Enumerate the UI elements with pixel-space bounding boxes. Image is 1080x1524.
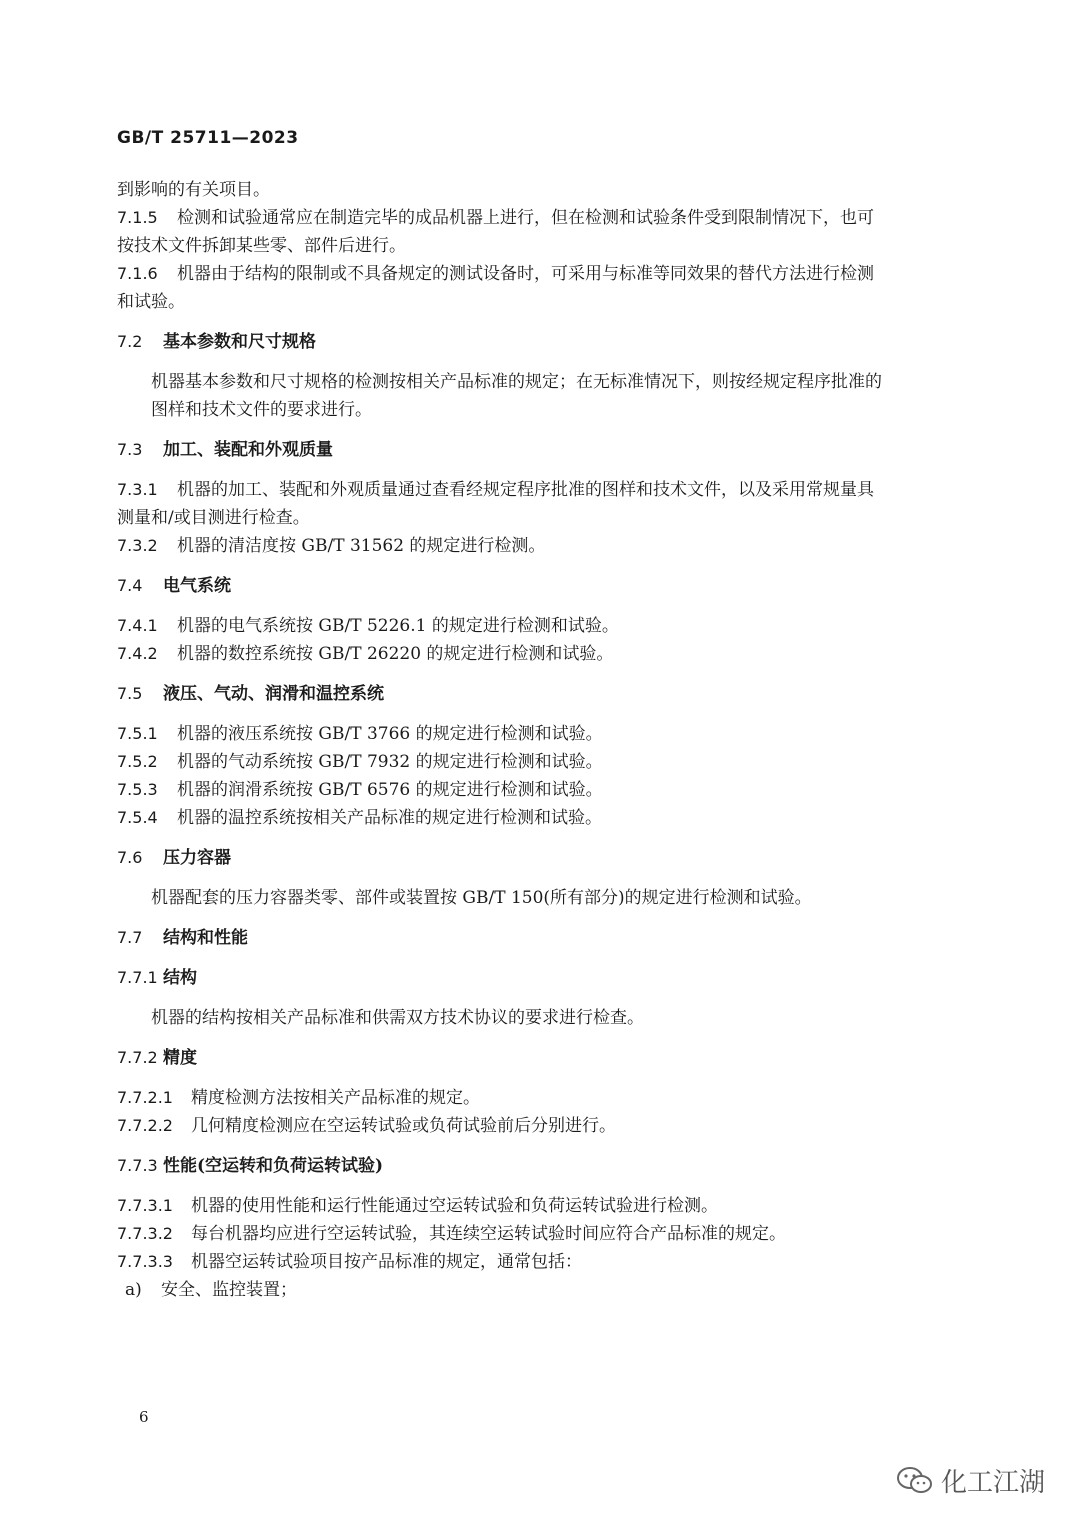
section-heading: [117, 680, 957, 708]
line-text: 机器由于结构的限制或不具备规定的测试设备时，可采用与标准等同效果的替代方法进行检测: [177, 264, 874, 284]
line-text: 和试验。: [117, 292, 185, 312]
clause-number: 7.7.2.2: [117, 1116, 173, 1135]
section-title: 电气系统: [163, 576, 231, 596]
page-number: 6: [139, 1408, 149, 1426]
text-line: [117, 368, 957, 396]
section-number: 7.6: [117, 848, 143, 867]
clause-number: 7.3.2: [117, 536, 158, 555]
line-text: 机器配套的压力容器类零、部件或装置按 GB/T 150(所有部分)的规定进行检测和试验。: [151, 888, 812, 908]
text-line: [117, 232, 957, 260]
text-line: [117, 1276, 957, 1304]
text-line: [117, 748, 957, 776]
line-text: 按技术文件拆卸某些零、部件后进行。: [117, 236, 406, 256]
section-heading: [117, 328, 957, 356]
text-line: [117, 1220, 957, 1248]
paragraph: [117, 776, 957, 804]
paragraph: [117, 1248, 957, 1276]
clause-number: 7.7.3.1: [117, 1196, 173, 1215]
line-text: 机器空运转试验项目按产品标准的规定，通常包括：: [191, 1252, 582, 1272]
section-number: 7.5: [117, 684, 143, 703]
section-heading: [117, 1044, 957, 1072]
line-text: 机器的液压系统按 GB/T 3766 的规定进行检测和试验。: [177, 724, 603, 744]
clause-number: 7.5.1: [117, 724, 158, 743]
paragraph: [117, 176, 957, 204]
document-body: [117, 176, 957, 1304]
line-text: 机器的加工、装配和外观质量通过查看经规定程序批准的图样和技术文件，以及采用常规量具: [177, 480, 874, 500]
paragraph: [117, 804, 957, 832]
line-text: 检测和试验通常应在制造完毕的成品机器上进行，但在检测和试验条件受到限制情况下，也可: [177, 208, 874, 228]
paragraph: [117, 1220, 957, 1248]
section-title: 加工、装配和外观质量: [163, 440, 333, 460]
clause-number: 7.1.5: [117, 208, 158, 227]
text-line: [117, 640, 957, 668]
text-line: [117, 288, 957, 316]
line-text: 机器的气动系统按 GB/T 7932 的规定进行检测和试验。: [177, 752, 603, 772]
text-line: [117, 720, 957, 748]
line-text: 每台机器均应进行空运转试验，其连续空运转试验时间应符合产品标准的规定。: [191, 1224, 786, 1244]
list-marker: a): [125, 1280, 142, 1300]
section-heading: [117, 572, 957, 600]
section-heading: [117, 964, 957, 992]
line-text: 机器的使用性能和运行性能通过空运转试验和负荷运转试验进行检测。: [191, 1196, 718, 1216]
text-line: [117, 204, 957, 232]
section-title: 压力容器: [163, 848, 231, 868]
clause-number: 7.4.1: [117, 616, 158, 635]
text-line: [117, 884, 957, 912]
paragraph: [117, 612, 957, 640]
text-line: [117, 176, 957, 204]
text-line: [117, 1004, 957, 1032]
section-title: 精度: [163, 1048, 197, 1068]
watermark: [895, 1462, 1045, 1499]
line-text: 测量和/或目测进行检查。: [117, 508, 310, 528]
text-line: [117, 776, 957, 804]
line-text: 机器的温控系统按相关产品标准的规定进行检测和试验。: [177, 808, 602, 828]
line-text: 到影响的有关项目。: [117, 180, 270, 200]
text-line: [117, 476, 957, 504]
section-title: 基本参数和尺寸规格: [163, 332, 316, 352]
line-text: 图样和技术文件的要求进行。: [151, 400, 372, 420]
section-number: 7.3: [117, 440, 143, 459]
text-line: [117, 612, 957, 640]
section-heading: [117, 844, 957, 872]
section-number: 7.2: [117, 332, 143, 351]
watermark-text: 化工江湖: [941, 1468, 1046, 1498]
paragraph: [117, 1084, 957, 1112]
line-text: 机器的润滑系统按 GB/T 6576 的规定进行检测和试验。: [177, 780, 603, 800]
section-number: 7.4: [117, 576, 143, 595]
section-title: 结构和性能: [163, 928, 248, 948]
paragraph: [117, 204, 957, 260]
text-line: [117, 1084, 957, 1112]
wechat-icon: [895, 1465, 935, 1497]
section-heading: [117, 436, 957, 464]
section-heading: [117, 924, 957, 952]
line-text: 机器的数控系统按 GB/T 26220 的规定进行检测和试验。: [177, 644, 614, 664]
section-heading: [117, 1152, 957, 1180]
text-line: [117, 504, 957, 532]
section-title: 性能(空运转和负荷运转试验): [163, 1156, 384, 1176]
paragraph: [117, 532, 957, 560]
section-number: 7.7.2: [117, 1048, 158, 1067]
text-line: [117, 1192, 957, 1220]
paragraph: [117, 1004, 957, 1032]
paragraph: [117, 1192, 957, 1220]
clause-number: 7.7.3.2: [117, 1224, 173, 1243]
section-number: 7.7.1: [117, 968, 158, 987]
text-line: [117, 396, 957, 424]
line-text: 机器的结构按相关产品标准和供需双方技术协议的要求进行检查。: [151, 1008, 644, 1028]
paragraph: [117, 368, 957, 424]
clause-number: 7.1.6: [117, 264, 158, 283]
line-text: 安全、监控装置；: [161, 1280, 297, 1300]
clause-number: 7.4.2: [117, 644, 158, 663]
paragraph: [117, 748, 957, 776]
text-line: [117, 804, 957, 832]
standard-code: GB/T 25711—2023: [117, 128, 299, 148]
clause-number: 7.5.4: [117, 808, 158, 827]
section-number: 7.7: [117, 928, 143, 947]
clause-number: 7.5.2: [117, 752, 158, 771]
paragraph: [117, 720, 957, 748]
text-line: [117, 260, 957, 288]
line-text: 几何精度检测应在空运转试验或负荷试验前后分别进行。: [191, 1116, 616, 1136]
clause-number: 7.7.3.3: [117, 1252, 173, 1271]
text-line: [117, 1112, 957, 1140]
clause-number: 7.3.1: [117, 480, 158, 499]
text-line: [117, 1248, 957, 1276]
list-item: [117, 1276, 957, 1304]
paragraph: [117, 884, 957, 912]
paragraph: [117, 260, 957, 316]
paragraph: [117, 1112, 957, 1140]
clause-number: 7.5.3: [117, 780, 158, 799]
line-text: 机器基本参数和尺寸规格的检测按相关产品标准的规定；在无标准情况下，则按经规定程序批准的: [151, 372, 882, 392]
section-title: 液压、气动、润滑和温控系统: [163, 684, 384, 704]
line-text: 机器的清洁度按 GB/T 31562 的规定进行检测。: [177, 536, 546, 556]
text-line: [117, 532, 957, 560]
line-text: 精度检测方法按相关产品标准的规定。: [191, 1088, 480, 1108]
line-text: 机器的电气系统按 GB/T 5226.1 的规定进行检测和试验。: [177, 616, 619, 636]
paragraph: [117, 640, 957, 668]
paragraph: [117, 476, 957, 532]
section-title: 结构: [163, 968, 197, 988]
section-number: 7.7.3: [117, 1156, 158, 1175]
clause-number: 7.7.2.1: [117, 1088, 173, 1107]
